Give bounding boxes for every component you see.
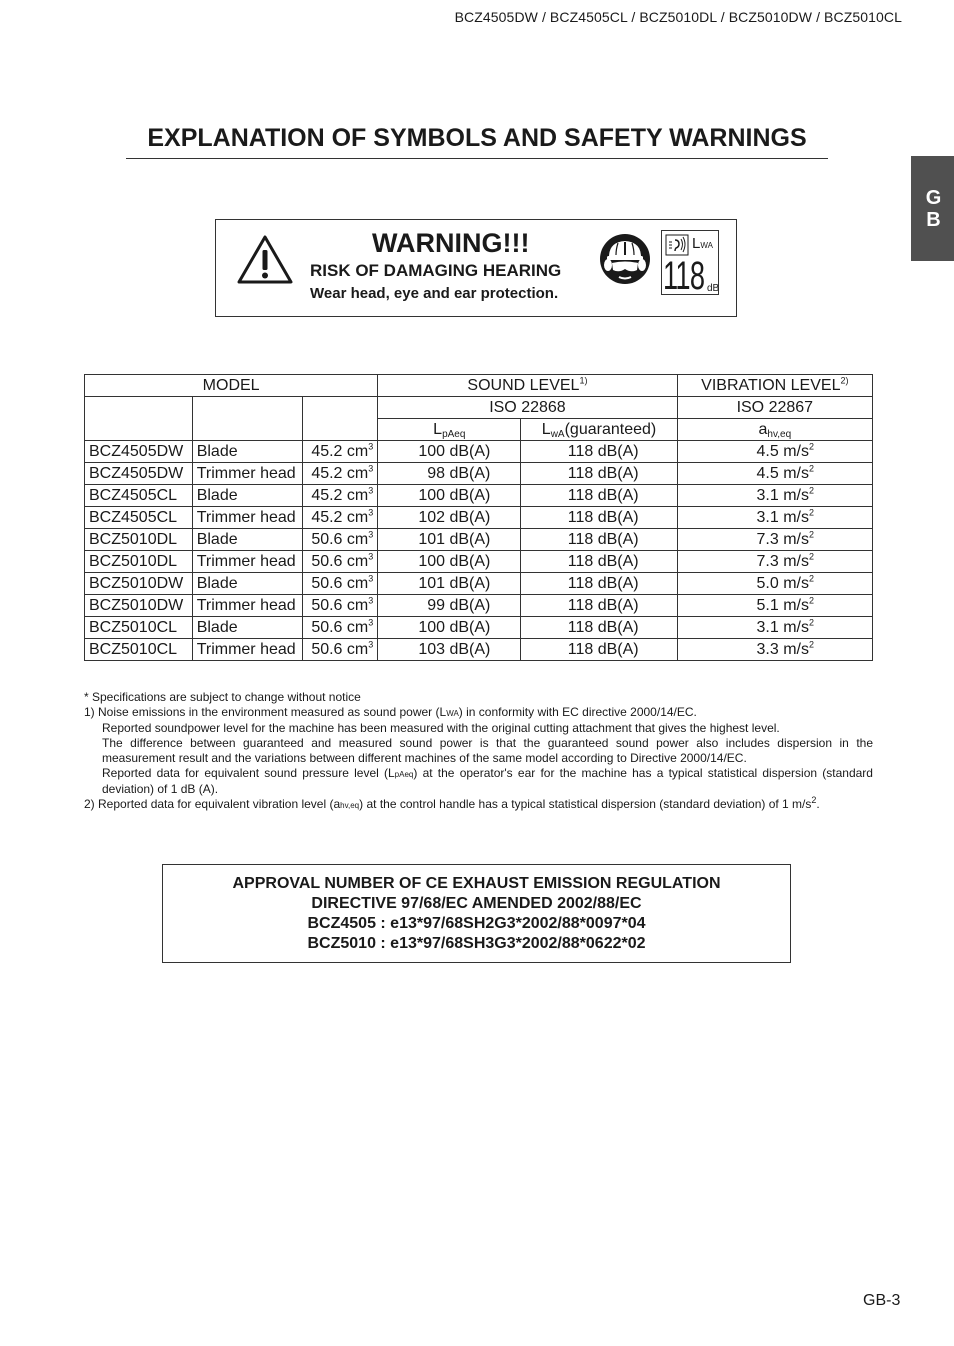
warning-note: Wear head, eye and ear protection. [310, 285, 559, 302]
cell-sound-pressure: 99 dB(A) [378, 595, 521, 617]
header-model: MODEL [85, 375, 378, 397]
table-row [85, 529, 873, 551]
note-1-line-2: Reported soundpower level for the machine has been measured with the original cutting attachment that gives the highest level. [102, 721, 780, 735]
cell-vibration: 5.1 $m/s^2$ [677, 595, 872, 617]
cell-sound-power: 118 dB(A) [521, 639, 677, 661]
cell-sound-power: 118 dB(A) [521, 617, 677, 639]
cell-vibration: 7.3 $m/s^2$ [677, 551, 872, 573]
cell-model: BCZ4505DW [85, 441, 193, 463]
cell-sound-pressure: 100 dB(A) [378, 485, 521, 507]
cell-attachment: Trimmer head [192, 463, 303, 485]
header-lpaeq: $L_{pAeq}$ [378, 419, 521, 441]
table-row [85, 595, 873, 617]
language-tab-letter-1: G [925, 186, 942, 209]
cell-sound-power: 118 dB(A) [521, 441, 677, 463]
note-specifications: * Specifications are subject to change without notice [84, 690, 361, 704]
cell-sound-pressure: 98 dB(A) [378, 463, 521, 485]
cell-displacement: 50.6 $cm^3$ [303, 529, 378, 551]
sound-power-unit: dB [707, 283, 720, 294]
sound-power-value: 118 [663, 254, 705, 298]
warning-triangle-icon [236, 234, 294, 286]
approval-line-4: BCZ5010 : e13*97/68SH3G3*2002/88*0622*02 [307, 934, 646, 952]
cell-displacement: 45.2 $cm^3$ [303, 463, 378, 485]
cell-displacement: 45.2 $cm^3$ [303, 485, 378, 507]
cell-vibration: 5.0 $m/s^2$ [677, 573, 872, 595]
cell-model: BCZ4505CL [85, 485, 193, 507]
cell-vibration: 7.3 $m/s^2$ [677, 529, 872, 551]
cell-model: BCZ5010DW [85, 595, 193, 617]
header-ahveq: $a_{hv,eq}$ [677, 419, 872, 441]
header-model-list: BCZ4505DW / BCZ4505CL / BCZ5010DL / BCZ5010DW / BCZ5010CL [454, 9, 902, 25]
cell-sound-power: 118 dB(A) [521, 573, 677, 595]
cell-displacement: 50.6 $cm^3$ [303, 573, 378, 595]
cell-model: BCZ4505CL [85, 507, 193, 529]
page-title: EXPLANATION OF SYMBOLS AND SAFETY WARNINGS [126, 124, 828, 159]
cell-attachment: Trimmer head [192, 507, 303, 529]
note-1-line-4: Reported data for equivalent sound pressure level (LpAeq) at the operator's ear for the machine has a typical statistical dispersion (standard deviation) of 1 dB (A). [102, 766, 873, 796]
cell-displacement: 50.6 $cm^3$ [303, 551, 378, 573]
header-blank-model [85, 397, 193, 441]
cell-model: BCZ5010CL [85, 639, 193, 661]
table-row [85, 573, 873, 595]
cell-attachment: Blade [192, 529, 303, 551]
approval-line-2: DIRECTIVE 97/68/EC AMENDED 2002/88/EC [311, 894, 642, 912]
sound-power-badge [661, 230, 720, 298]
warning-box [215, 219, 737, 317]
cell-displacement: 50.6 $cm^3$ [303, 639, 378, 661]
cell-attachment: Trimmer head [192, 639, 303, 661]
cell-displacement: 50.6 $cm^3$ [303, 595, 378, 617]
cell-sound-pressure: 102 dB(A) [378, 507, 521, 529]
cell-sound-power: 118 dB(A) [521, 507, 677, 529]
cell-vibration: 3.3 $m/s^2$ [677, 639, 872, 661]
cell-displacement: 50.6 $cm^3$ [303, 617, 378, 639]
table-row [85, 551, 873, 573]
sound-power-label: LWA [692, 235, 713, 252]
cell-sound-pressure: 101 dB(A) [378, 573, 521, 595]
note-1: 1) Noise emissions in the environment measured as sound power (LWA) in conformity with EC directive 2000/14/EC. [84, 705, 697, 719]
table-row [85, 463, 873, 485]
header-vibration-level: VIBRATION LEVEL$^{2)}$ [677, 375, 872, 397]
cell-vibration: 3.1 $m/s^2$ [677, 617, 872, 639]
table-row [85, 507, 873, 529]
header-iso-sound: ISO 22868 [378, 397, 677, 419]
cell-sound-pressure: 100 dB(A) [378, 551, 521, 573]
cell-model: BCZ4505DW [85, 463, 193, 485]
ear-sound-icon [665, 234, 689, 256]
language-tab-letter-2: B [926, 208, 941, 231]
note-2: 2) Reported data for equivalent vibration level (ahv,eq) at the control handle has a typical statistical dispersion (standard deviation) of 1 $m/s^2$. [84, 795, 820, 811]
cell-sound-pressure: 100 dB(A) [378, 617, 521, 639]
cell-vibration: 3.1 $m/s^2$ [677, 507, 872, 529]
footnotes [84, 690, 873, 813]
cell-model: BCZ5010DW [85, 573, 193, 595]
cell-sound-power: 118 dB(A) [521, 551, 677, 573]
table-row [85, 617, 873, 639]
cell-model: BCZ5010CL [85, 617, 193, 639]
cell-displacement: 45.2 $cm^3$ [303, 507, 378, 529]
approval-box [162, 864, 791, 963]
cell-sound-pressure: 101 dB(A) [378, 529, 521, 551]
cell-attachment: Blade [192, 617, 303, 639]
table-row [85, 639, 873, 661]
cell-attachment: Trimmer head [192, 551, 303, 573]
cell-sound-pressure: 103 dB(A) [378, 639, 521, 661]
cell-vibration: 3.1 $m/s^2$ [677, 485, 872, 507]
cell-displacement: 45.2 $cm^3$ [303, 441, 378, 463]
cell-vibration: 4.5 $m/s^2$ [677, 463, 872, 485]
language-tab [911, 156, 954, 261]
note-1-line-3: The difference between guaranteed and measured sound power is that the guaranteed sound power also includes dispersion in the measurement result and the variations between different machines of the same model according to Directive 2000/14/EC. [102, 736, 873, 765]
table-row [85, 485, 873, 507]
cell-attachment: Blade [192, 485, 303, 507]
cell-model: BCZ5010DL [85, 529, 193, 551]
header-blank-attachment [192, 397, 303, 441]
cell-model: BCZ5010DL [85, 551, 193, 573]
cell-sound-power: 118 dB(A) [521, 595, 677, 617]
cell-attachment: Blade [192, 573, 303, 595]
warning-subtitle: RISK OF DAMAGING HEARING [310, 261, 562, 280]
cell-sound-pressure: 100 dB(A) [378, 441, 521, 463]
cell-sound-power: 118 dB(A) [521, 485, 677, 507]
cell-attachment: Trimmer head [192, 595, 303, 617]
cell-sound-power: 118 dB(A) [521, 463, 677, 485]
spec-table [84, 374, 873, 661]
cell-vibration: 4.5 $m/s^2$ [677, 441, 872, 463]
header-iso-vibration: ISO 22867 [677, 397, 872, 419]
table-row [85, 441, 873, 463]
approval-line-1: APPROVAL NUMBER OF CE EXHAUST EMISSION REGULATION [232, 874, 721, 892]
header-sound-level: SOUND LEVEL$^{1)}$ [378, 375, 677, 397]
approval-line-3: BCZ4505 : e13*97/68SH2G3*2002/88*0097*04 [307, 914, 646, 932]
head-eye-ear-protection-icon [599, 233, 651, 285]
page-number: GB-3 [863, 1292, 901, 1309]
header-blank-displacement [303, 397, 378, 441]
cell-sound-power: 118 dB(A) [521, 529, 677, 551]
cell-attachment: Blade [192, 441, 303, 463]
warning-title: WARNING!!! [372, 228, 530, 258]
header-lwa-guaranteed: $L_{wA}(guaranteed)$ [521, 419, 677, 441]
